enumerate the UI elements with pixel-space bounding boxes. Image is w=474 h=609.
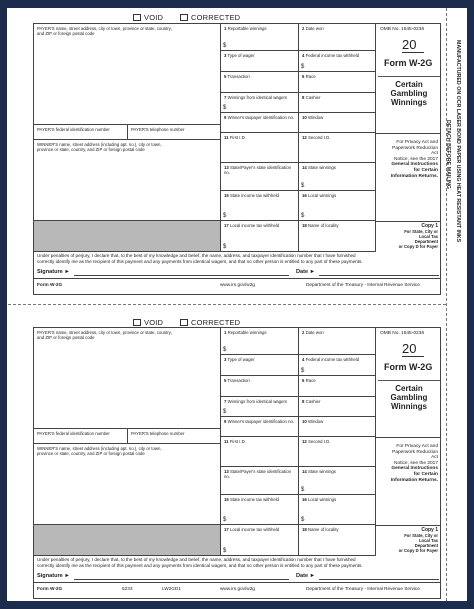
- form-title: Form W-2G: [384, 58, 433, 68]
- box-3-type-of-wager[interactable]: 3 Type of wager: [221, 355, 299, 376]
- date-line[interactable]: [319, 275, 439, 276]
- frame-bottom: [0, 601, 474, 609]
- footer-divider: [34, 582, 440, 583]
- box-4-federal-tax-withheld[interactable]: 4 Federal income tax withheld $: [299, 355, 376, 376]
- void-label: VOID: [144, 13, 164, 22]
- box-8-cashier[interactable]: 8 Cashier: [299, 93, 376, 113]
- box-10-window[interactable]: 10 Window: [299, 417, 376, 437]
- box-8-cashier[interactable]: 8 Cashier: [299, 397, 376, 417]
- shaded-cell: [34, 525, 221, 556]
- box-13-state-id[interactable]: 13 State/Payer's state identification no.: [221, 467, 299, 495]
- void-checkbox-2[interactable]: [133, 319, 141, 326]
- box-2-date-won[interactable]: 2 Date won: [299, 24, 376, 51]
- box-10-window[interactable]: 10 Window: [299, 113, 376, 133]
- box-12-second-id[interactable]: 12 Second I.D.: [299, 437, 376, 467]
- omb-number: OMB No. 1545-0238: [380, 331, 424, 336]
- title-divider: [376, 437, 441, 438]
- box-5-transaction[interactable]: 5 Transaction: [221, 72, 299, 93]
- box-9-winner-tin[interactable]: 9 Winner's taxpayer identification no.: [221, 417, 299, 437]
- void-checkbox-group-2[interactable]: [133, 318, 163, 327]
- box-9-winner-tin[interactable]: 9 Winner's taxpayer identification no.: [221, 113, 299, 133]
- footer-code-1: 5233: [122, 586, 133, 591]
- payer-name-field[interactable]: PAYER'S name, street address, city or town, province or state, country, and ZIP or foreign postal code: [34, 328, 221, 429]
- box-13-state-id[interactable]: 13 State/Payer's state identification no.: [221, 163, 299, 191]
- corrected-checkbox-group[interactable]: [180, 13, 240, 22]
- footer-url: www.irs.gov/w2g: [220, 586, 255, 591]
- frame-left: [0, 0, 7, 609]
- copy-divider: [376, 221, 441, 222]
- detach-text: DETACH BEFORE MAILING: [445, 120, 451, 190]
- box-15-state-tax-withheld[interactable]: 15 State income tax withheld $: [221, 191, 299, 221]
- footer-code-2: LW2GD1: [162, 586, 181, 591]
- privacy-notice: For Privacy Act and Paperwork Reduction Act Notice, see the 2017 General Instructions for Certain Information Returns.: [390, 444, 438, 483]
- certain-gambling-winnings-title: Certain Gambling Winnings: [378, 380, 440, 411]
- payer-fed-id-field[interactable]: PAYER'S federal identification number: [34, 125, 128, 140]
- footer-form: Form W-2G: [37, 282, 63, 287]
- signature-label: Signature ►: [37, 573, 70, 579]
- box-4-federal-tax-withheld[interactable]: 4 Federal income tax withheld $: [299, 51, 376, 72]
- signature-line[interactable]: [74, 275, 289, 276]
- box-5-transaction[interactable]: 5 Transaction: [221, 376, 299, 397]
- winner-name-field[interactable]: WINNER'S name, street address (including apt. no.), city or town, province or state, country, and ZIP or foreign postal code: [34, 140, 221, 221]
- signature-label: Signature ►: [37, 269, 70, 275]
- box-2-date-won[interactable]: 2 Date won: [299, 328, 376, 355]
- copy-1-note: Copy 1 For State, City or Local Tax Department or Copy D for Payer: [398, 527, 438, 553]
- form-copy-2: [33, 327, 441, 599]
- box-11-first-id[interactable]: 11 First I.D.: [221, 133, 299, 163]
- footer-divider: [34, 278, 440, 279]
- box-14-state-winnings[interactable]: 14 State winnings $: [299, 467, 376, 495]
- box-16-local-winnings[interactable]: 16 Local winnings $: [299, 191, 376, 221]
- box-14-state-winnings[interactable]: 14 State winnings $: [299, 163, 376, 191]
- box-6-race[interactable]: 6 Race: [299, 376, 376, 397]
- footer-department: Department of the Treasury - Internal Revenue Service: [306, 586, 420, 591]
- box-7-identical-wagers[interactable]: 7 Winnings from identical wagers $: [221, 397, 299, 417]
- void-checkbox[interactable]: [133, 14, 141, 21]
- payer-phone-field[interactable]: PAYER'S telephone number: [128, 429, 221, 444]
- privacy-notice: For Privacy Act and Paperwork Reduction Act Notice, see the 2017 General Instructions for Certain Information Returns.: [390, 140, 438, 179]
- date-label: Date ►: [296, 573, 316, 579]
- corrected-label: CORRECTED: [191, 13, 241, 22]
- box-17-local-tax-withheld[interactable]: 17 Local income tax withheld $: [221, 221, 299, 252]
- title-divider: [376, 133, 441, 134]
- frame-top: [0, 0, 474, 8]
- box-18-locality-name[interactable]: 18 Name of locality: [299, 525, 376, 556]
- box-1-reportable-winnings[interactable]: 1 Reportable winnings $: [221, 24, 299, 51]
- void-checkbox-group[interactable]: [133, 13, 163, 22]
- copy-divider: [376, 525, 441, 526]
- box-18-locality-name[interactable]: 18 Name of locality: [299, 221, 376, 252]
- footer-form: Form W-2G: [37, 586, 63, 591]
- corrected-label-2: CORRECTED: [191, 318, 241, 327]
- winner-name-field[interactable]: WINNER'S name, street address (including apt. no.), city or town, province or state, country, and ZIP or foreign postal code: [34, 444, 221, 525]
- perjury-statement: Under penalties of perjury, I declare that, to the best of my knowledge and belief, the name, address, and taxpayer identification number that I have furnished correctly identify me as the recipient of this payment and any payments from identical wagers, and that no other person is entitled to any part of these payments.: [37, 557, 363, 568]
- footer-url: www.irs.gov/w2g: [220, 282, 255, 287]
- shaded-cell: [34, 221, 221, 252]
- box-7-identical-wagers[interactable]: 7 Winnings from identical wagers $: [221, 93, 299, 113]
- frame-right: [467, 0, 474, 609]
- corrected-checkbox-group-2[interactable]: [180, 318, 240, 327]
- tax-year: 20: [402, 341, 424, 357]
- copy-1-note: Copy 1 For State, City or Local Tax Department or Copy D for Payer: [398, 223, 438, 249]
- box-1-reportable-winnings[interactable]: 1 Reportable winnings $: [221, 328, 299, 355]
- footer-department: Department of the Treasury - Internal Revenue Service: [306, 282, 420, 287]
- box-17-local-tax-withheld[interactable]: 17 Local income tax withheld $: [221, 525, 299, 556]
- corrected-checkbox[interactable]: [180, 14, 188, 21]
- omb-number: OMB No. 1545-0238: [380, 27, 424, 32]
- box-11-first-id[interactable]: 11 First I.D.: [221, 437, 299, 467]
- void-label-2: VOID: [144, 318, 164, 327]
- form-title: Form W-2G: [384, 362, 433, 372]
- signature-line[interactable]: [74, 579, 289, 580]
- perforation-line: [446, 8, 447, 601]
- box-15-state-tax-withheld[interactable]: 15 State income tax withheld $: [221, 495, 299, 525]
- box-3-type-of-wager[interactable]: 3 Type of wager: [221, 51, 299, 72]
- corrected-checkbox-2[interactable]: [180, 319, 188, 326]
- payer-phone-field[interactable]: PAYER'S telephone number: [128, 125, 221, 140]
- form-copy-1: [33, 23, 441, 295]
- box-16-local-winnings[interactable]: 16 Local winnings $: [299, 495, 376, 525]
- box-12-second-id[interactable]: 12 Second I.D.: [299, 133, 376, 163]
- date-line[interactable]: [319, 579, 439, 580]
- payer-fed-id-field[interactable]: PAYER'S federal identification number: [34, 429, 128, 444]
- date-label: Date ►: [296, 269, 316, 275]
- payer-name-field[interactable]: PAYER'S name, street address, city or town, province or state, country, and ZIP or foreign postal code: [34, 24, 221, 125]
- manufactured-text: MANUFACTURED ON OCR LASER BOND PAPER USING HEAT RESISTANT INKS: [455, 40, 461, 243]
- tax-year: 20: [402, 37, 424, 53]
- form-separator-perforation: [8, 304, 446, 305]
- certain-gambling-winnings-title: Certain Gambling Winnings: [378, 76, 440, 107]
- box-6-race[interactable]: 6 Race: [299, 72, 376, 93]
- perjury-statement: Under penalties of perjury, I declare that, to the best of my knowledge and belief, the name, address, and taxpayer identification number that I have furnished correctly identify me as the recipient of this payment and any payments from identical wagers, and that no other person is entitled to any part of these payments.: [37, 253, 363, 264]
